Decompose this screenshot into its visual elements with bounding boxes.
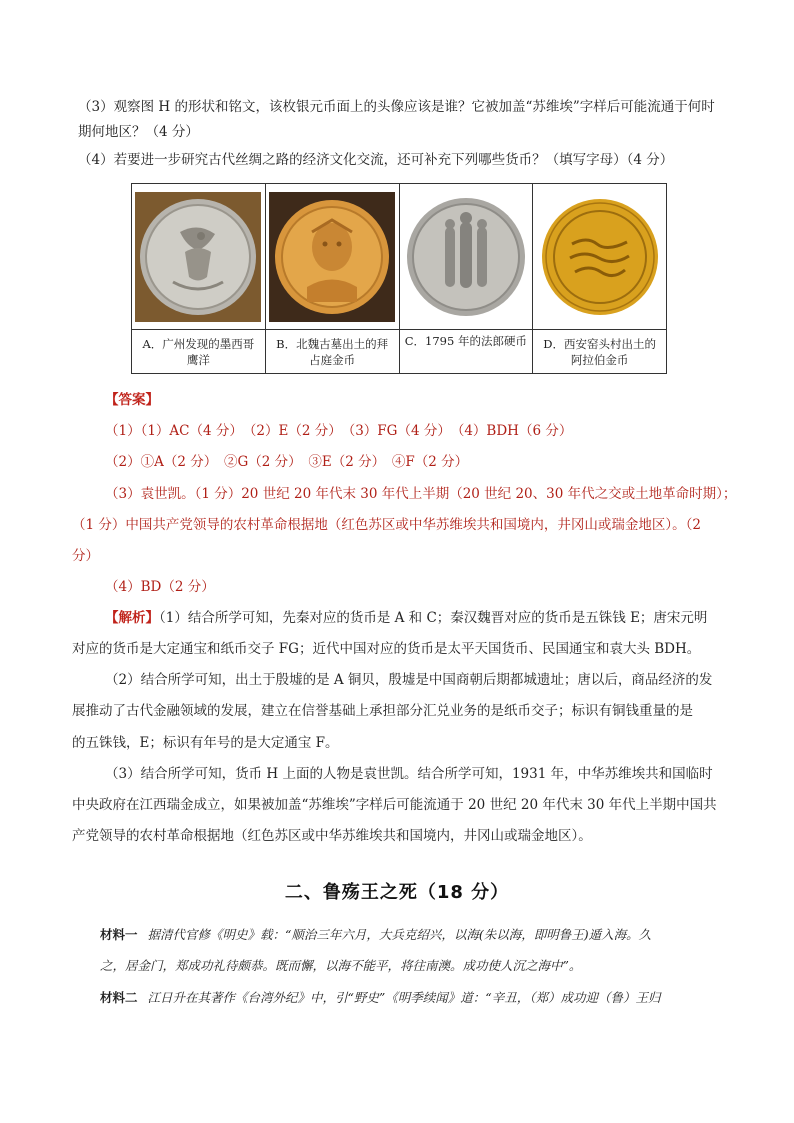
answer-line-4: （1 分）中国共产党领导的农村革命根据地（红色苏区或中华苏维埃共和国境内，井冈山或瑞金地区）。（2: [72, 517, 701, 533]
answer-line-3: （3）袁世凯。（1 分）20 世纪 20 年代末 30 年代上半期（20 世纪 20、30 年代之交或土地革命时期）；: [105, 486, 737, 502]
analysis-paragraph-1-line-1: [105, 608, 755, 628]
arabic-gold-dinar-image: [537, 192, 663, 322]
coin-a-image-cell: [132, 184, 266, 330]
material-2-label: 材料二: [100, 990, 138, 1005]
coin-a-caption: [132, 330, 266, 374]
coin-a-caption-line-1: A．广州发现的墨西哥: [142, 336, 255, 351]
material-1-label: 材料一: [100, 927, 138, 942]
analysis-paragraph-1-line-2: 对应的货币是大定通宝和纸币交子 FG；近代中国对应的货币是太平天国货币、民国通宝和袁大头 BDH。: [72, 641, 701, 657]
material-2-text-1: 江日升在其著作《台湾外纪》中，引“野史”《明季续闻》道：“辛丑，（郑）成功迎（鲁）王归: [147, 990, 661, 1005]
analysis-paragraph-2-line-2: 展推动了古代金融领域的发展，建立在信誉基础上承担部分汇兑业务的是纸币交子；标识有铜钱重量的是: [72, 703, 693, 719]
material-1-line-2: 之，居金门，郑成功礼待颇恭。既而懈，以海不能平，将往南澳。成功使人沉之海中”。: [100, 958, 582, 973]
analysis-paragraph-3-line-3: 产党领导的农村革命根据地（红色苏区或中华苏维埃共和国境内，井冈山或瑞金地区）。: [72, 828, 592, 844]
coin-d-caption-line-2: 阿拉伯金币: [570, 352, 629, 367]
analysis-paragraph-2-line-1: （2）结合所学可知，出土于殷墟的是 A 铜贝，殷墟是中国商朝后期都城遗址；唐以后，商品经济的发: [105, 672, 713, 688]
answer-line-1: （1）（1）AC（4 分） （2）E（2 分） （3）FG（4 分） （4）BDH（6 分）: [105, 423, 573, 439]
analysis-paragraph-3-line-2: 中央政府在江西瑞金成立，如果被加盖“苏维埃”字样后可能流通于 20 世纪 20 年代末 30 年代上半期中国共: [72, 797, 717, 813]
french-franc-silver-coin-image: [403, 192, 529, 322]
coin-d-image-cell: [533, 184, 667, 330]
answer-line-5: 分）: [72, 548, 99, 564]
coin-b-image-cell: [265, 184, 399, 330]
answer-line-6: （4）BD（2 分）: [105, 579, 215, 595]
analysis-paragraph-2-line-3: 的五铢钱，E；标识有年号的是大定通宝 F。: [72, 735, 339, 751]
answer-line-2: （2）①A（2 分） ②G（2 分） ③E（2 分） ④F（2 分）: [105, 454, 469, 470]
question-3-line-1: （3）观察图 H 的形状和铭文，该枚银元币面上的头像应该是谁？它被加盖“苏维埃”字样后可能流通于何时: [78, 99, 715, 115]
question-4-line-1: （4）若要进一步研究古代丝绸之路的经济文化交流，还可补充下列哪些货币？（填写字母）（4 分）: [78, 152, 674, 168]
material-1-line-1: [100, 925, 740, 945]
coin-b-caption: [265, 330, 399, 374]
mexican-eagle-silver-coin-image: [135, 192, 261, 322]
coin-d-caption: [533, 330, 667, 374]
analysis-heading: 【解析】: [105, 610, 159, 626]
material-2-line-1: [100, 988, 740, 1008]
analysis-paragraph-3-line-1: （3）结合所学可知，货币 H 上面的人物是袁世凯。结合所学可知，1931 年，中华苏维埃共和国临时: [105, 766, 713, 782]
coin-c-caption: [399, 330, 533, 374]
coin-c-image-cell: [399, 184, 533, 330]
coin-table: [131, 183, 667, 374]
analysis-p1-l1-text: （1）结合所学可知，先秦对应的货币是 A 和 C；秦汉魏晋对应的货币是五铢钱 E；唐宋元明: [159, 610, 708, 626]
coin-d-caption-line-1: D．西安窑头村出土的: [543, 336, 656, 351]
byzantine-gold-coin-image: [269, 192, 395, 322]
coin-a-caption-line-2: 鹰洋: [186, 352, 210, 367]
material-1-text-1: 据清代官修《明史》载：“顺治三年六月，大兵克绍兴，以海(朱以海，即明鲁王)遁入海。久: [147, 927, 652, 942]
section-title: 二、鲁殇王之死（18 分）: [284, 882, 510, 903]
coin-b-caption-line-2: 占庭金币: [309, 352, 356, 367]
coin-c-caption-line-1: C．1795 年的法郎硬币: [404, 334, 527, 348]
coin-b-caption-line-1: B．北魏古墓出土的拜: [276, 336, 389, 351]
question-3-line-2: 期何地区？（4 分）: [78, 124, 199, 140]
answer-heading: 【答案】: [105, 392, 159, 408]
